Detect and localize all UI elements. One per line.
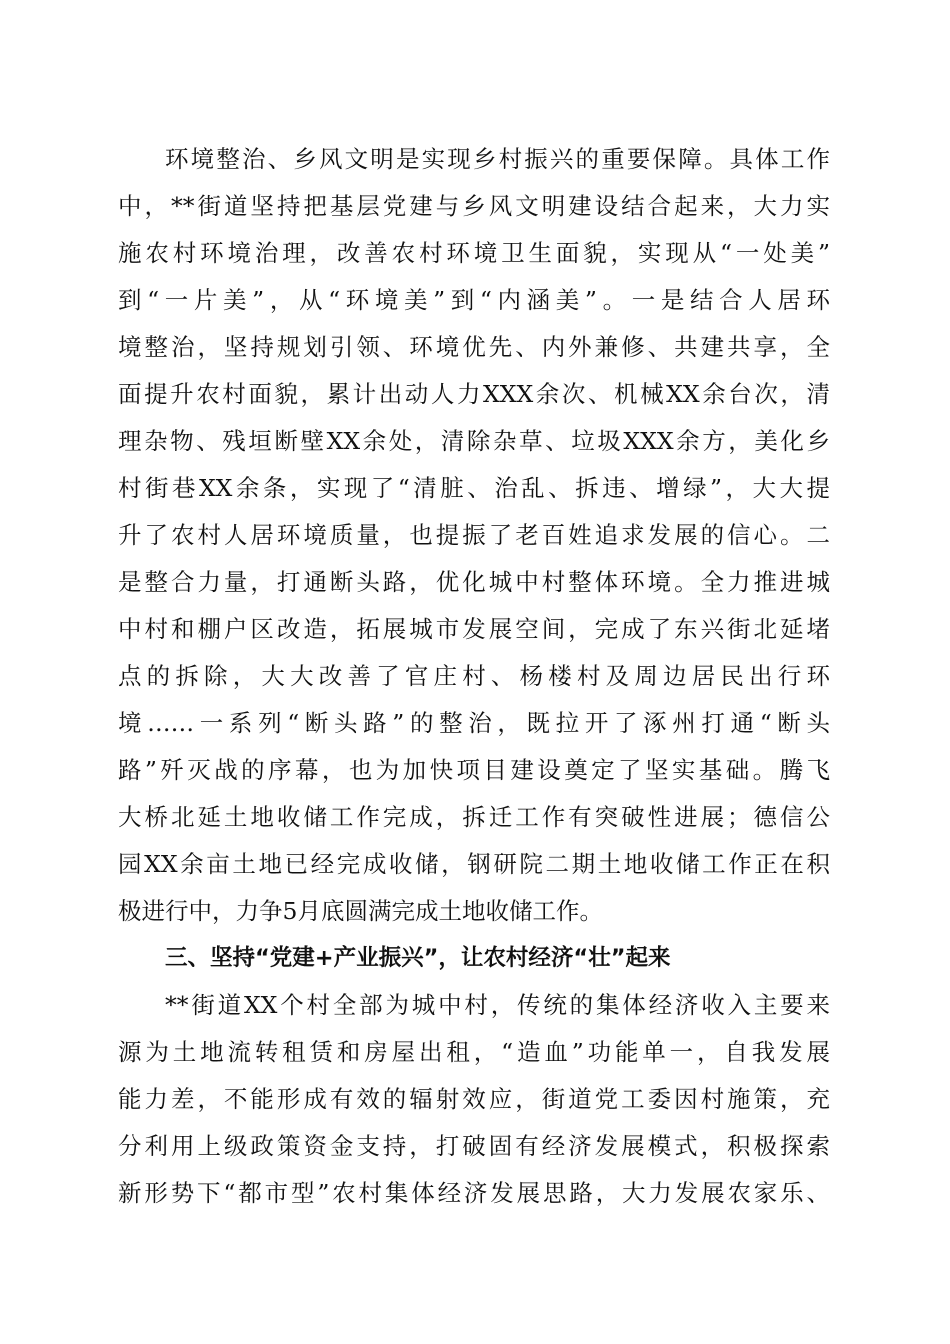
paragraph-1-line-2: 中，**街道坚持把基层党建与乡风文明建设结合起来，大力实	[118, 192, 830, 220]
paragraph-1-line-4: 到“一片美”，从“环境美”到“内涵美”。一是结合人居环	[118, 286, 830, 314]
paragraph-1-line-11: 中村和棚户区改造，拓展城市发展空间，完成了东兴街北延堵	[118, 615, 830, 643]
paragraph-1-line-17: 极进行中，力争5月底圆满完成土地收储工作。	[118, 897, 603, 925]
paragraph-1-line-3: 施农村环境治理，改善农村环境卫生面貌，实现从“一处美”	[118, 239, 830, 267]
paragraph-2-line-2: 源为土地流转租赁和房屋出租，“造血”功能单一，自我发展	[118, 1038, 830, 1066]
paragraph-1-line-16: 园XX余亩土地已经完成收储，钢研院二期土地收储工作正在积	[118, 850, 830, 878]
paragraph-1-line-7: 理杂物、残垣断壁XX余处，清除杂草、垃圾XXX余方，美化乡	[118, 427, 830, 455]
paragraph-1-line-8: 村街巷XX余条，实现了“清脏、治乱、拆违、增绿”，大大提	[118, 474, 830, 502]
paragraph-2-line-1: **街道XX个村全部为城中村，传统的集体经济收入主要来	[165, 991, 830, 1019]
paragraph-1-line-14: 路”歼灭战的序幕，也为加快项目建设奠定了坚实基础。腾飞	[118, 756, 830, 784]
section-3-heading: 三、坚持“党建+产业振兴”，让农村经济“壮”起来	[165, 945, 671, 971]
paragraph-1-line-1: 环境整治、乡风文明是实现乡村振兴的重要保障。具体工作	[165, 145, 830, 173]
paragraph-2-line-5: 新形势下“都市型”农村集体经济发展思路，大力发展农家乐、	[118, 1179, 830, 1207]
paragraph-1-line-15: 大桥北延土地收储工作完成，拆迁工作有突破性进展；德信公	[118, 803, 830, 831]
paragraph-1-line-6: 面提升农村面貌，累计出动人力XXX余次、机械XX余台次，清	[118, 380, 830, 408]
paragraph-1-line-5: 境整治，坚持规划引领、环境优先、内外兼修、共建共享，全	[118, 333, 830, 361]
paragraph-1-line-13: 境……一系列“断头路”的整治，既拉开了涿州打通“断头	[118, 709, 830, 737]
paragraph-2-line-4: 分利用上级政策资金支持，打破固有经济发展模式，积极探索	[118, 1132, 830, 1160]
paragraph-1-line-10: 是整合力量，打通断头路，优化城中村整体环境。全力推进城	[118, 568, 830, 596]
paragraph-1-line-9: 升了农村人居环境质量，也提振了老百姓追求发展的信心。二	[118, 521, 830, 549]
paragraph-1-line-12: 点的拆除，大大改善了官庄村、杨楼村及周边居民出行环	[118, 662, 830, 690]
paragraph-2-line-3: 能力差，不能形成有效的辐射效应，街道党工委因村施策，充	[118, 1085, 830, 1113]
